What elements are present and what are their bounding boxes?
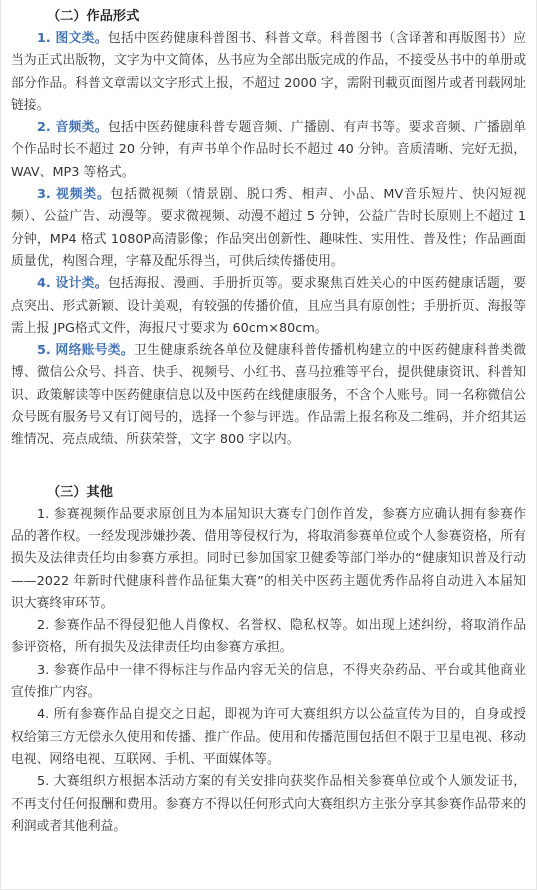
forms-item-audio [11, 117, 526, 184]
item-text: 包括中医药健康科普专题音频、广播剧、有声书等。要求音频、广播剧单个作品时长不超过 20 分钟，有声书单个作品时长不超过 40 分钟。音质清晰、完好无损，WAV、MP3 等格式。 [11, 120, 526, 180]
other-item-2: 2. 参赛作品不得侵犯他人肖像权、名誉权、隐私权等。如出现上述纠纷，将取消作品参评资格，所有损失及法律责任均由参赛方承担。 [11, 618, 526, 656]
other-item-4: 4. 所有参赛作品自提交之日起，即视为许可大赛组织方以公益宣传为目的，自身或授权给第三方无偿永久使用和传播、推广作品。使用和传播范围包括但不限于卫星电视、移动电视、网络电视、互联网、手机、平面媒体等。 [11, 707, 526, 767]
forms-item-network-account [11, 340, 526, 451]
item-text: 包括微视频（情景剧、脱口秀、相声、小品、MV音乐短片、快闪短视频）、公益广告、动漫等。要求微视频、动漫不超过 5 分钟，公益广告时长原则上不超过 1 分钟，MP4 格式 1080P高清影像；作品突出创新性、趣味性、实用性、普及性；作品画面质量优，构图合理，字幕及配乐得当，可供后续传播使用。 [11, 187, 526, 269]
other-item-5: 5. 大赛组织方根据本活动方案的有关安排向获奖作品相关参赛单位或个人颁发证书，不再支付任何报酬和费用。参赛方不得以任何形式向大赛组织方主张分享其参赛作品带来的利润或者其他利益。 [11, 774, 526, 834]
forms-item-graphic [11, 28, 526, 117]
item-text: 包括海报、漫画、手册折页等。要求聚焦百姓关心的中医药健康话题，要点突出、形式新颖、设计美观，有较强的传播价值，且应当具有原创性；手册折页、海报等需上报 JPG格式文件，海报尺寸要求为 60cm×80cm。 [11, 276, 526, 336]
section-spacer [11, 452, 526, 482]
item-lead: 2. 音频类。 [37, 120, 108, 136]
forms-item-design [11, 273, 526, 340]
item-lead: 1. 图文类。 [37, 31, 108, 46]
forms-item-video [11, 184, 526, 273]
item-lead: 4. 设计类。 [37, 276, 108, 292]
item-lead: 3. 视频类。 [37, 187, 111, 203]
section-title-forms: （二）作品形式 [47, 9, 140, 24]
item-text: 包括中医药健康科普图书、科普文章。科普图书（含译著和再版图书）应当为正式出版物，文字为中文简体，丛书应为全部出版完成的作品，不接受丛书中的单册或部分作品。科普文章需以文字形式上报，不超过 2000 字，需附刊載页面图片或者刊载网址链接。 [11, 31, 526, 113]
item-text: 卫生健康系统各单位及健康科普传播机构建立的中医药健康科普类微博、微信公众号、抖音、快手、视频号、小红书、喜马拉雅等平台，提供健康资讯、科普知识、政策解读等中医药健康信息以及中医药在线健康服务，不含个人账号。同一名称微信公众号既有服务号又有订阅号的，选择一个参与评选。作品需上报名称及二维码，并介绍其运维情况、亮点成绩、所获荣誉，文字 800 字以内。 [11, 343, 526, 448]
section-title-other: （三）其他 [47, 484, 113, 500]
item-lead: 5. 网络账号类。 [37, 343, 134, 359]
other-item-1: 1. 参赛视频作品要求原创且为本届知识大赛专门创作首发，参赛方应确认拥有参赛作品的著作权。一经发现涉嫌抄袭、借用等侵权行为，将取消参赛单位或个人参赛资格，所有损失及法律责任均由参赛方承担。同时已参加国家卫健委等部门举办的“健康知识普及行动——2022 年新时代健康科普作品征集大赛”的相关中医药主题优秀作品将自动进入本届知识大赛终审环节。 [11, 506, 526, 611]
other-item-3: 3. 参赛作品中一律不得标注与作品内容无关的信息，不得夹杂药品、平台或其他商业宣传推广内容。 [11, 662, 526, 701]
